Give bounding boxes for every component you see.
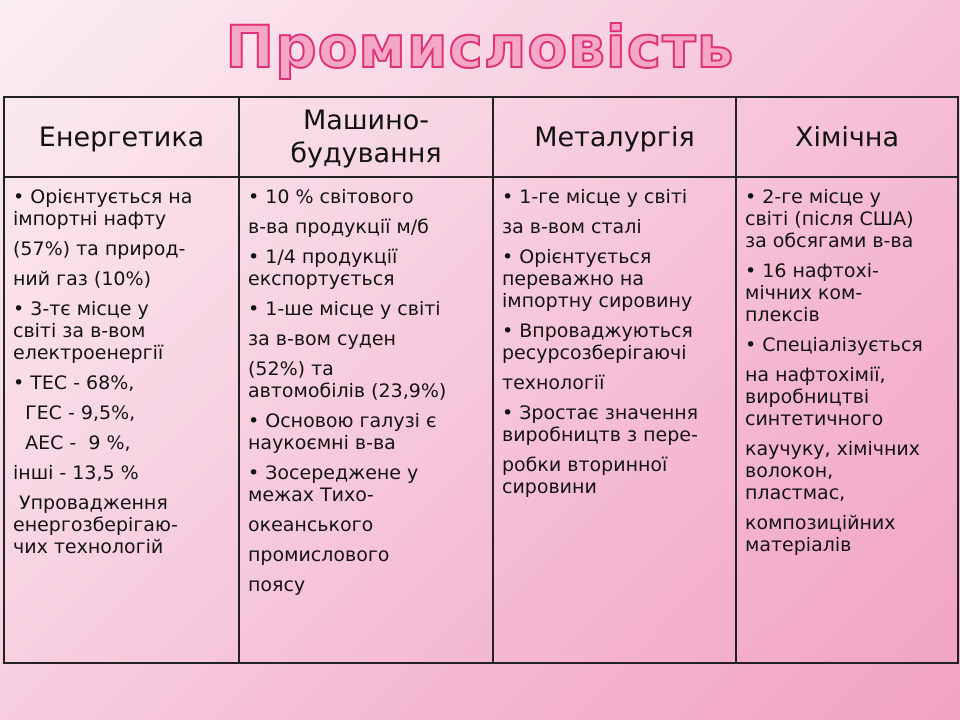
text-line: переважно на [502, 268, 644, 290]
text-line: чих технологій [13, 536, 164, 558]
text-line: пластмас, [745, 482, 846, 504]
header-metallurgy [493, 97, 736, 177]
header-chemical [736, 97, 958, 177]
header-line: будування [290, 138, 442, 169]
header-row [4, 97, 958, 177]
text-line: технології [502, 372, 605, 394]
text-line: синтетичного [745, 408, 884, 430]
text-line: поясу [248, 574, 306, 596]
cell-machine-building [239, 177, 493, 663]
text-line: робки вторинної [502, 454, 668, 476]
text-line: мічних ком- [745, 282, 863, 304]
text-line: імпортну сировину [502, 290, 693, 312]
text-line: • 10 % світового [248, 186, 414, 208]
text-line: Упровадження [13, 492, 168, 514]
header-energy [4, 97, 239, 177]
header-line: Енергетика [38, 121, 205, 153]
text-line: плексів [745, 304, 820, 326]
text-line: • Основою галузі є [248, 410, 437, 432]
cell-metallurgy [493, 177, 736, 663]
text-line: океанського [248, 514, 374, 536]
text-line: сировини [502, 476, 597, 498]
header-machine-building [239, 97, 493, 177]
text-line: • ТЕС - 68%, [13, 372, 135, 394]
header-line: Машино- [302, 105, 429, 136]
text-line: експортується [248, 268, 395, 290]
text-line: • 16 нафтохі- [745, 260, 879, 282]
text-line: • Орієнтується на [13, 186, 193, 208]
cell-chemical [736, 177, 958, 663]
text-line: каучуку, хімічних [745, 438, 921, 460]
content-row [4, 177, 958, 663]
text-line: виробництві [745, 386, 870, 408]
text-line: енергозберігаю- [13, 514, 178, 536]
text-line: інші - 13,5 % [13, 462, 139, 484]
text-line: промислового [248, 544, 390, 566]
text-line: • Впроваджуються [502, 320, 693, 342]
text-line: імпортні нафту [13, 208, 167, 230]
cell-energy [4, 177, 239, 663]
text-line: на нафтохімії, [745, 364, 886, 386]
text-line: • 1/4 продукції [248, 246, 398, 268]
text-line: • 1-ше місце у світі [248, 298, 441, 320]
text-line: • 3-тє місце у [13, 298, 149, 320]
text-line: (57%) та природ- [13, 238, 186, 260]
text-line: ГЕС - 9,5%, [13, 402, 136, 424]
text-line: автомобілів (23,9%) [248, 380, 447, 402]
text-line: виробництв з пере- [502, 424, 698, 446]
text-line: композиційних [745, 512, 896, 534]
text-line: електроенергії [13, 342, 164, 364]
text-line: за в-вом суден [248, 328, 396, 350]
text-line: • 2-ге місце у [745, 186, 881, 208]
text-line: • Зосереджене у [248, 462, 419, 484]
text-line: волокон, [745, 460, 834, 482]
industry-table [3, 96, 959, 664]
text-line: за обсягами в-ва [745, 230, 914, 252]
text-line: світі (після США) [745, 208, 914, 230]
text-line: за в-вом сталі [502, 216, 642, 238]
text-line: межах Тихо- [248, 484, 374, 506]
text-line: • Зростає значення [502, 402, 699, 424]
text-line: • Спеціалізується [745, 334, 923, 356]
text-line: в-ва продукції м/б [248, 216, 429, 238]
text-line: наукоємні в-ва [248, 432, 396, 454]
text-line: (52%) та [248, 358, 334, 380]
slide-title: Промисловість [225, 13, 735, 81]
text-line: • 1-ге місце у світі [502, 186, 688, 208]
text-line: ресурсозберігаючі [502, 342, 687, 364]
text-line: АЕС - 9 %, [13, 432, 131, 454]
text-line: • Орієнтується [502, 246, 652, 268]
header-line: Хімічна [794, 121, 900, 153]
text-line: ний газ (10%) [13, 268, 151, 290]
text-line: матеріалів [745, 534, 852, 556]
text-line: світі за в-вом [13, 320, 146, 342]
header-line: Металургія [534, 121, 695, 153]
